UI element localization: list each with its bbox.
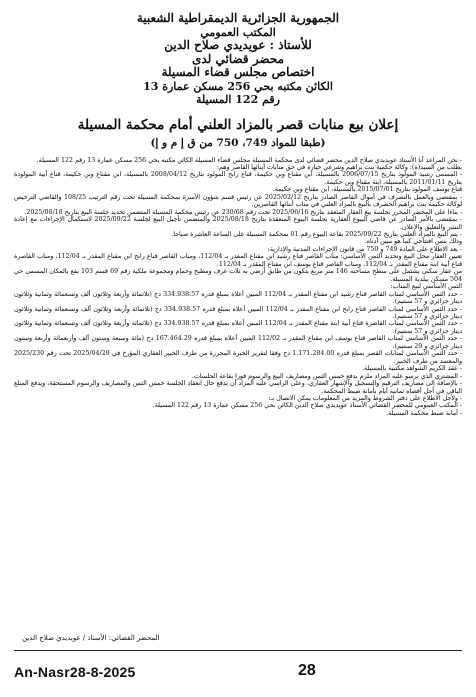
notice-header bbox=[14, 12, 462, 107]
paragraph: قناع يوسف المولود بتاريخ 2015/07/01 بالمسيلة، ابن مقناع وبن حكيمة. bbox=[272, 186, 462, 194]
paragraph: - عقد الكريم الشواهد مكتبية بالمسيلة. bbox=[362, 365, 462, 373]
paragraph: - حدد الثمن الأساسي لمناب القاصر قناع رابح ابن مقناع المقدر بـ 112/04 المبين أعلاه بمبلغ قدره 334.938.57 دج (ثلاثمائة وأربعة وثلاثون ألف وتسعمائة وثمانية وثلاثون دينار جزائري و 57 سنتيم). bbox=[14, 305, 463, 321]
republic-line: الجمهورية الجزائرية الديمقراطية الشعبية bbox=[136, 11, 340, 25]
paragraph: - بعد الاطلاع على المادة 749 و 750 من قانون الإجراءات المدنية والإدارية: bbox=[267, 245, 462, 253]
paragraph: وذلك بثمن افتتاحي كما هو مبين أدناه. bbox=[364, 238, 462, 246]
paragraph: - المشتري الذي يرسو عليه المزاد ملزم بدفع خمس الثمن ومصاريف البيع والرسوم فورا بقاعة الجلسات. bbox=[191, 372, 462, 380]
bailiff-name: للأستاذ : عويديدي صلاح الدين bbox=[164, 38, 312, 52]
notice-body bbox=[14, 157, 462, 418]
page-footer bbox=[0, 650, 476, 697]
bailiff-title: محضر قضائي لدى bbox=[191, 51, 285, 66]
jurisdiction-line: اختصاص مجلس قضاء المسيلة bbox=[161, 65, 315, 79]
paragraph: - بالإضافة إلى مصاريف الترقيم والتسجيل والإشهار العقاري، وعلى الراسي عليه المزاد أن يدفع حال انعقاد الجلسة خمس الثمن والمصاريف والرسوم المستحقة، ويدفع المبلغ الباقي في أجل أقصاه ثمانية أيام بأمانة ضبط المحكمة. bbox=[14, 380, 462, 395]
newspaper-date: An-Nasr28-8-2025 bbox=[14, 664, 136, 680]
paragraph: - بمقتضى وبالعمل بالتصرف في أموال القاصر الصادر بتاريخ 2025/02/12 عن رئيس قسم شؤون الأسرة بمحكمة المسيلة تحت رقم الترتيب 108/25 والقاضي الترخيص لوكالة حكيمة بنت براهيم الحصرف بالبيع بالمزاد العلني في مناب أبنائها القاصرين. bbox=[14, 193, 463, 209]
paragraph: - حدد الثمن الأساسي لمناب القاصر قناع رشيد ابن مقناع المقدر بـ 112/04 المبين أعلاه بمبلغ قدره 334.938.57 دج (ثلاثمائة وأربعة وثلاثون ألف وتسعمائة وثمانية وثلاثون دينار جزائري و 57 سنتيم). bbox=[14, 290, 462, 306]
paragraph: - أمانة ضبط محكمة المسيلة. bbox=[386, 409, 462, 417]
signature-line: المحضر القضائي: الأستاذ / عويديدي صلاح الدين bbox=[22, 634, 160, 642]
paragraph: الثمن الأساسي لبيع المناب: bbox=[390, 283, 462, 291]
notice-subtitle: (طبقا للمواد 749، 750 من ق إ م و إ) bbox=[150, 136, 326, 149]
paragraph: بطلب من السيد(ة): وكالة حكمية بنت براهيم وشرعي حيازة في حق منابات أبنائها القاصر وهم: bbox=[216, 163, 462, 171]
paragraph: - ولأجل الاطلاع على دفتر الشروط والمزيد من المعلومات يمكن الاتصال بـ: bbox=[268, 395, 462, 402]
paragraph: - يتم البيع بالمزاد العلني بتاريخ 2025/09/22 بقاعة البيوع رقم 01 بمحكمة المسيلة على الساعة العاشرة صباحا. bbox=[171, 231, 462, 239]
footer-divider bbox=[14, 650, 462, 651]
office-number: رقم 122 المسيلة bbox=[196, 93, 280, 106]
paragraph: - بناءا على المحضر المحرر بجلسة بيع العقار المنعقد بتاريخ 2025/06/16 تحت رقم 230/68 عن رئيس محكمة المسيلة المتضمن تحديد جلسة البيع بتاريخ 2025/08/18. bbox=[24, 208, 462, 216]
paragraph: - حدد الثمن الأساسي لمناب القاصرة قناع أبية ابنة مقناع المقدر بـ 112/04 المبين أعلاه بمبلغ قدره 334.938.57 دج (ثلاثمائة وأربعة وثلاثون ألف وتسعمائة وثمانية وثلاثون دينار جزائري و 57 سنتيم). bbox=[14, 320, 463, 335]
page-number: 28 bbox=[298, 662, 316, 679]
paragraph: - المكتب العمومي للمحضر القضائي الأستاذ عويديدي صلاح الدين الكائن بحي 256 مسكن عمارة 13 رقم 122 المسيلة. bbox=[152, 402, 462, 410]
paragraph: - المسمى رشيد المولود بتاريخ 2006/07/15 بالمسيلة، ابن مقناع وبن حكيمة، قناع رابح المولود بتاريخ 2008/04/12 بالمسيلة، ابن مقناع وبن حكيمة، قناع أبية المولودة بتاريخ 2011/01/11 بالمسيلة، ابنة مقناع وبن حكيمة. bbox=[14, 171, 462, 186]
office-address: الكائن مكتبه بحي 256 مسكن عمارة 13 bbox=[143, 79, 333, 93]
paragraph: - بمقتضى بالأمر الصادر عن قاضي البيوع العقارية بجلسة البيوع المنعقدة بتاريخ 2025/08/18 والمتضمن تأجيل البيع لجلسة 2025/09/22 لاستكمال الإجراءات مع إعادة النشر والتعليق والإعلان. bbox=[14, 216, 462, 231]
paragraph: من عقار سكني يشتمل على سطح مساحته 146 متر مربع يتكون من طابق أرضي به ثلاث غرف ومطبخ وحمام ومجموعة ملكية رقم 69 قسم 103 يقع بالمكان المسمى حي 504 مسكن ببلدية المسيلة. bbox=[14, 268, 462, 283]
office-line: المكتب العمومي bbox=[200, 25, 276, 39]
notice-title: إعلان بيع منابات قصر بالمزاد العلني أمام محكمة المسيلة bbox=[77, 116, 399, 133]
paragraph: - حدد الثمن الأساسي لمناب القاصر قناع يوسف ابن مقناع المقدر بـ 112/02 المبين أعلاه بمبلغ قدره 167.464.29 دج (مائة وسبعة وستون ألف وأربعمائة وأربعة وستون دينار جزائري و 29 سنتيم). bbox=[14, 335, 462, 350]
paragraph: - نحن المراعد أنا الأستاذ عويديدي صلاح الدين محضر قضائي لدى محكمة المسيلة مجلس قضاء المسيلة الكائن مكتبه بحي 256 مسكن عمارة 13 رقم 122 المسيلة. bbox=[36, 156, 462, 164]
legal-notice bbox=[14, 4, 462, 648]
paragraph: - حدد الثمن الأساسي لمنابات القصر بمبلغ قدره 1.171.284.00 دج وفقا لتقرير الخبرة المحررة من طرف الخبير العقاري المؤرخ في 2025/04/29 تحت رقم 2025/230 والمعتمد من طرف الخبير. bbox=[14, 350, 463, 365]
paragraph: تعيين العقار محل البيع وتحديد الثمن الأساسي: مناب القاصر قناع رشيد ابن مقناع المقدر بـ 112/04، ومناب القاصر قناع رابح ابن مقناع المقدر بـ 112/04، ومناب القاصرة قناع أبية ابنة مقناع المقدر بـ 112/04، ومناب القاصر قناع يوسف ابن مقناع المقدر بـ 112/04. bbox=[14, 253, 462, 268]
